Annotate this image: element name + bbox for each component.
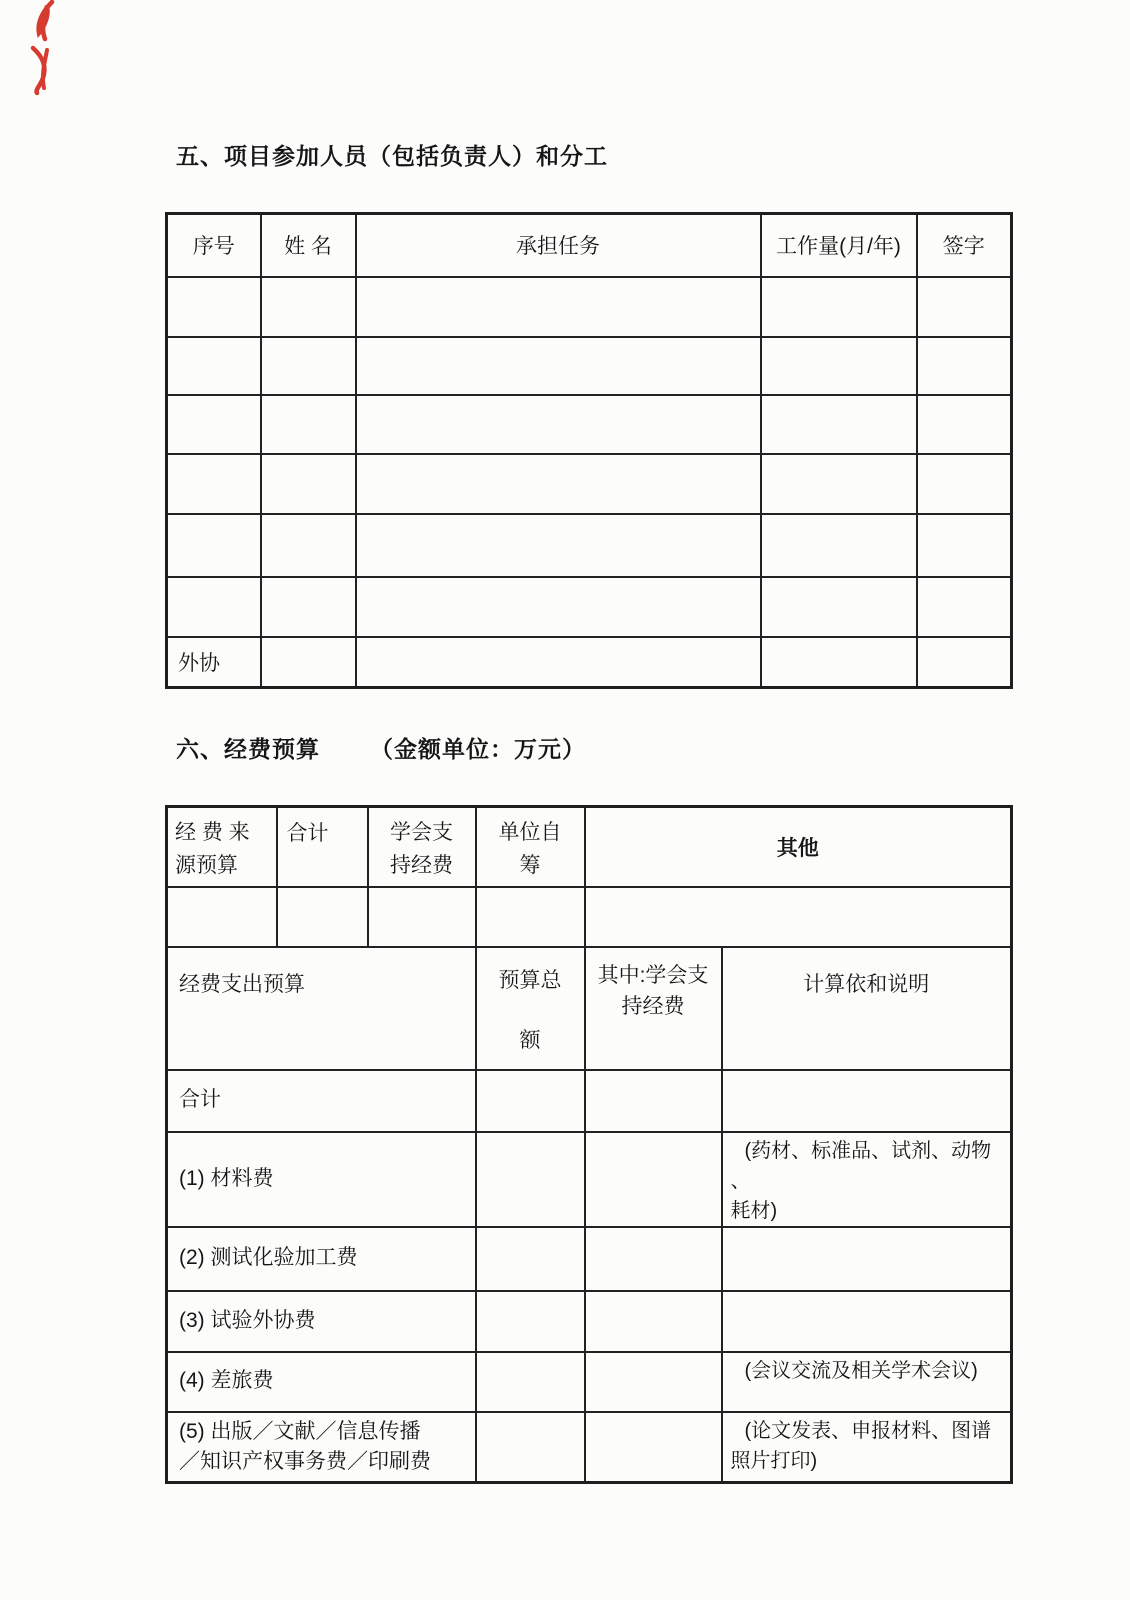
section6-title-text: 六、经费预算 bbox=[176, 736, 320, 762]
expense-row-total bbox=[167, 1070, 1012, 1132]
header-task: 承担任务 bbox=[356, 214, 761, 277]
header-self-raised: 单位自 筹 bbox=[476, 807, 585, 887]
header-signature: 签字 bbox=[917, 214, 1012, 277]
empty-cell bbox=[167, 337, 261, 395]
empty-cell bbox=[356, 454, 761, 514]
external-label-cell: 外协 bbox=[167, 637, 261, 688]
empty-cell bbox=[356, 577, 761, 637]
empty-cell bbox=[277, 887, 368, 947]
header-funding-source: 经 费 来 源预算 bbox=[167, 807, 277, 887]
header-society-support: 学会支 持经费 bbox=[368, 807, 476, 887]
empty-cell bbox=[261, 514, 356, 577]
empty-cell bbox=[476, 1227, 585, 1291]
empty-cell bbox=[761, 514, 917, 577]
empty-cell bbox=[585, 1227, 722, 1291]
red-pen-marks-icon bbox=[16, 0, 86, 100]
expense-label-cell: (2) 测试化验加工费 bbox=[167, 1227, 476, 1291]
section6-title bbox=[176, 731, 586, 764]
empty-cell bbox=[761, 277, 917, 337]
empty-cell bbox=[356, 277, 761, 337]
header-source-total: 合计 bbox=[277, 807, 368, 887]
participants-row bbox=[167, 395, 1012, 454]
empty-cell bbox=[476, 1070, 585, 1132]
participants-row bbox=[167, 577, 1012, 637]
empty-cell bbox=[261, 337, 356, 395]
empty-cell bbox=[585, 1070, 722, 1132]
empty-cell bbox=[761, 637, 917, 688]
empty-cell bbox=[917, 637, 1012, 688]
empty-cell bbox=[261, 577, 356, 637]
participants-row bbox=[167, 277, 1012, 337]
empty-cell bbox=[476, 1291, 585, 1352]
empty-cell bbox=[585, 1412, 722, 1483]
empty-cell bbox=[585, 887, 1012, 947]
expense-label-cell: (3) 试验外协费 bbox=[167, 1291, 476, 1352]
participants-header-row bbox=[167, 214, 1012, 277]
empty-cell bbox=[261, 454, 356, 514]
empty-cell bbox=[167, 277, 261, 337]
empty-cell bbox=[167, 887, 277, 947]
empty-cell bbox=[356, 637, 761, 688]
empty-cell bbox=[476, 1132, 585, 1227]
empty-cell bbox=[917, 277, 1012, 337]
budget-source-header-row bbox=[167, 807, 1012, 887]
expense-note-cell bbox=[722, 1291, 1012, 1352]
expense-note-cell: (论文发表、申报材料、图谱 照片打印) bbox=[722, 1412, 1012, 1483]
empty-cell bbox=[167, 514, 261, 577]
expense-label-cell: 合计 bbox=[167, 1070, 476, 1132]
empty-cell bbox=[761, 454, 917, 514]
header-expense-budget: 经费支出预算 bbox=[167, 947, 476, 1070]
expense-row-materials bbox=[167, 1132, 1012, 1227]
empty-cell bbox=[476, 887, 585, 947]
empty-cell bbox=[356, 395, 761, 454]
section5-title: 五、项目参加人员（包括负责人）和分工 bbox=[176, 143, 608, 169]
empty-cell bbox=[368, 887, 476, 947]
empty-cell bbox=[356, 514, 761, 577]
empty-cell bbox=[761, 395, 917, 454]
header-other: 其他 bbox=[585, 807, 1012, 887]
empty-cell bbox=[585, 1132, 722, 1227]
budget-table bbox=[165, 805, 1013, 1484]
header-name: 姓 名 bbox=[261, 214, 356, 277]
expense-row-travel bbox=[167, 1352, 1012, 1412]
empty-cell bbox=[917, 337, 1012, 395]
participants-row bbox=[167, 514, 1012, 577]
participants-row bbox=[167, 454, 1012, 514]
empty-cell bbox=[476, 1352, 585, 1412]
empty-cell bbox=[356, 337, 761, 395]
empty-cell bbox=[476, 1412, 585, 1483]
expense-label-cell: (4) 差旅费 bbox=[167, 1352, 476, 1412]
empty-cell bbox=[585, 1352, 722, 1412]
empty-cell bbox=[167, 395, 261, 454]
empty-cell bbox=[761, 337, 917, 395]
participants-row bbox=[167, 337, 1012, 395]
participants-external-row bbox=[167, 637, 1012, 688]
header-ofwhich-society: 其中:学会支 持经费 bbox=[585, 947, 722, 1070]
participants-table bbox=[165, 212, 1013, 689]
empty-cell bbox=[917, 395, 1012, 454]
header-calc-basis: 计算依和说明 bbox=[722, 947, 1012, 1070]
expense-note-cell bbox=[722, 1227, 1012, 1291]
empty-cell bbox=[167, 454, 261, 514]
header-seq: 序号 bbox=[167, 214, 261, 277]
expense-row-publication bbox=[167, 1412, 1012, 1483]
expense-note-cell: (会议交流及相关学术会议) bbox=[722, 1352, 1012, 1412]
header-budget-total: 预算总 额 bbox=[476, 947, 585, 1070]
empty-cell bbox=[261, 277, 356, 337]
empty-cell bbox=[261, 637, 356, 688]
expense-row-external-trial bbox=[167, 1291, 1012, 1352]
header-workload: 工作量(月/年) bbox=[761, 214, 917, 277]
budget-expense-header-row bbox=[167, 947, 1012, 1070]
expense-row-testing bbox=[167, 1227, 1012, 1291]
empty-cell bbox=[167, 577, 261, 637]
empty-cell bbox=[585, 1291, 722, 1352]
expense-note-cell: (药材、标准品、试剂、动物 、 耗材) bbox=[722, 1132, 1012, 1227]
empty-cell bbox=[761, 577, 917, 637]
empty-cell bbox=[917, 514, 1012, 577]
expense-note-cell bbox=[722, 1070, 1012, 1132]
empty-cell bbox=[917, 454, 1012, 514]
empty-cell bbox=[917, 577, 1012, 637]
empty-cell bbox=[261, 395, 356, 454]
budget-source-value-row bbox=[167, 887, 1012, 947]
expense-label-cell: (1) 材料费 bbox=[167, 1132, 476, 1227]
expense-label-cell: (5) 出版／文献／信息传播 ／知识产权事务费／印刷费 bbox=[167, 1412, 476, 1483]
section6-unit-note: （金额单位：万元） bbox=[370, 736, 586, 762]
